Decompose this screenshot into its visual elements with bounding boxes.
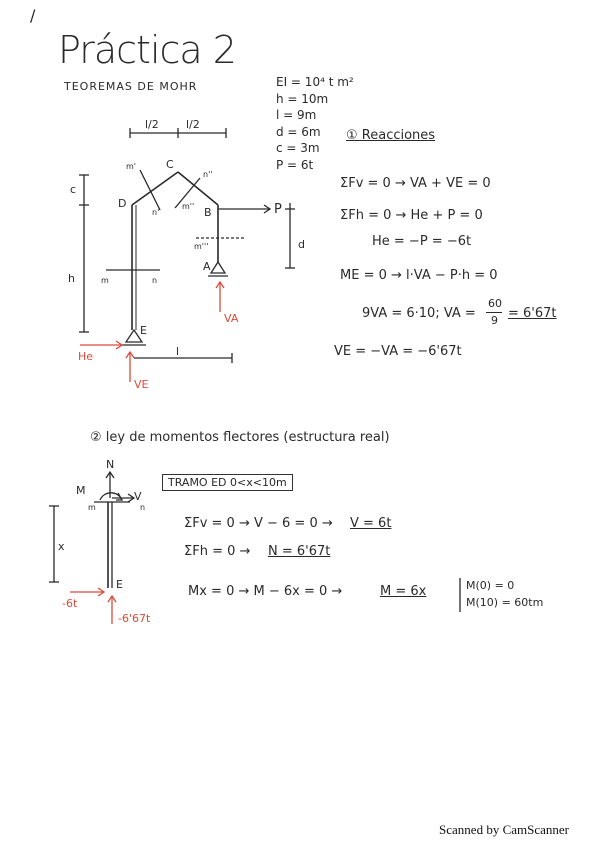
label-h: h (68, 272, 75, 285)
cut-n2: n'' (203, 170, 213, 179)
node-a: A (203, 260, 211, 273)
cut-m2: m'' (182, 202, 195, 211)
reaction-va: VA (224, 312, 239, 325)
law-eq-2a: ΣFh = 0 → (184, 544, 251, 559)
tramo-box: TRAMO ED 0<x<10m (162, 474, 293, 491)
node-b: B (204, 206, 212, 219)
law-eq-3b: M = 6x (380, 584, 427, 599)
node-c: C (166, 158, 174, 171)
page-title: Práctica 2 (58, 28, 236, 72)
law-eq-1a: ΣFv = 0 → V − 6 = 0 → (184, 516, 333, 531)
reaction-eq-6: VE = −VA = −6'67t (334, 344, 462, 359)
label-half-right: l/2 (186, 118, 200, 131)
fbd-x-label: x (58, 540, 65, 553)
given-l: l = 9m (276, 108, 317, 122)
page-subtitle: TEOREMAS DE MOHR (64, 80, 198, 93)
reaction-eq-1: ΣFv = 0 → VA + VE = 0 (340, 176, 491, 191)
given-p: P = 6t (276, 157, 314, 172)
fbd-v-label: V (134, 490, 142, 503)
cut-m3: m''' (194, 242, 209, 251)
cut-m: m (101, 276, 109, 285)
fbd-force-v: -6'67t (118, 612, 151, 625)
reaction-eq-5a: 9VA = 6·10; VA = (362, 306, 476, 321)
label-c: c (70, 183, 77, 196)
fbd-force-h: -6t (62, 597, 78, 610)
fraction-denominator: 9 (491, 314, 498, 327)
fraction-numerator: 60 (488, 297, 502, 310)
label-p: P (274, 202, 282, 217)
label-half-left: l/2 (145, 118, 159, 131)
reaction-eq-4: ME = 0 → l·VA − P·h = 0 (340, 268, 498, 283)
fbd-e-label: E (116, 578, 123, 591)
cut-n1: n' (152, 208, 160, 217)
fbd-m-cut: m (88, 503, 96, 512)
reaction-he: He (78, 350, 94, 363)
reaction-eq-3: He = −P = −6t (372, 234, 472, 249)
fbd-n-label: N (106, 458, 115, 471)
reaction-eq-2: ΣFh = 0 → He + P = 0 (340, 208, 483, 223)
moment-at-10: M(10) = 60tm (466, 596, 544, 609)
moment-at-0: M(0) = 0 (466, 579, 515, 592)
cut-m1: m' (126, 162, 136, 171)
fbd-n-cut: n (140, 503, 146, 512)
label-l: l (176, 345, 180, 358)
reaction-ve: VE (134, 378, 149, 391)
label-d: d (298, 238, 305, 251)
reaction-eq-5b: = 6'67t (508, 306, 557, 321)
section2-heading: ② ley de momentos flectores (estructura real) (90, 430, 390, 445)
given-h: h = 10m (276, 91, 329, 106)
given-ei: EI = 10⁴ t m² (276, 75, 354, 89)
law-eq-2b: N = 6'67t (268, 544, 331, 559)
fbd-m-label: M (76, 484, 86, 497)
given-c: c = 3m (276, 141, 320, 155)
law-eq-3a: Mx = 0 → M − 6x = 0 → (188, 584, 343, 599)
node-e: E (140, 324, 147, 337)
cut-n: n (152, 276, 158, 285)
section1-heading: ① Reacciones (346, 128, 436, 143)
given-d: d = 6m (276, 124, 321, 139)
scanner-watermark: Scanned by CamScanner (439, 822, 569, 837)
law-eq-1b: V = 6t (350, 516, 392, 531)
page-mark: / (30, 6, 36, 25)
node-d: D (118, 197, 127, 210)
